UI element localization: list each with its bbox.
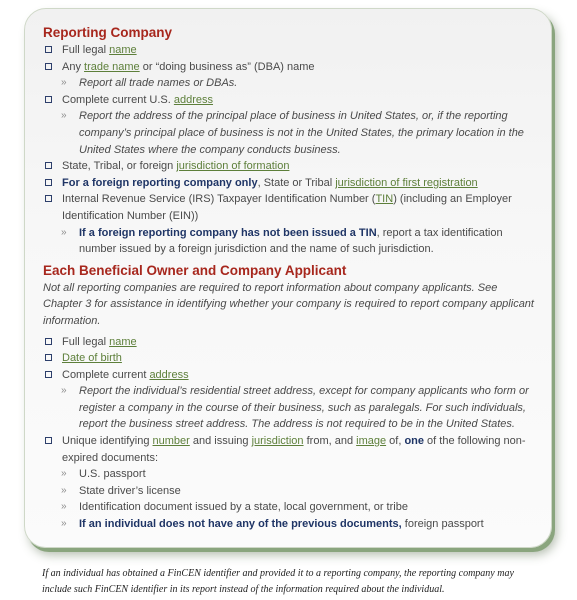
sub-item: » Report all trade names or DBAs. — [59, 75, 538, 92]
document-item: » State driver’s license — [59, 483, 538, 500]
tin-link[interactable]: TIN — [375, 193, 394, 206]
checkbox-icon[interactable] — [45, 354, 52, 361]
bullet-icon: » — [61, 468, 67, 480]
trade-name-link[interactable]: trade name — [84, 60, 140, 73]
checklist-item-trade-name: Any trade name or “doing business as” (DBA) name — [43, 59, 538, 76]
checkbox-icon[interactable] — [45, 46, 52, 53]
checklist-item-jurisdiction: State, Tribal, or foreign jurisdiction of formation — [43, 158, 538, 175]
bullet-icon: » — [61, 110, 67, 122]
checkbox-icon[interactable] — [45, 195, 52, 202]
section-title-reporting-company: Reporting Company — [43, 25, 173, 40]
checklist-item-unique-id: Unique identifying number and issuing jurisdiction from, and image of, one of the following non-expired documents: — [43, 433, 538, 466]
checkbox-icon[interactable] — [45, 371, 52, 378]
jurisdiction-link[interactable]: jurisdiction — [251, 435, 304, 448]
document-item: » U.S. passport — [59, 466, 538, 483]
number-link[interactable]: number — [152, 435, 190, 448]
bullet-icon: » — [61, 385, 67, 397]
name-link[interactable]: name — [109, 44, 137, 56]
bullet-icon: » — [61, 77, 67, 89]
checkbox-icon[interactable] — [45, 437, 52, 444]
bullet-icon: » — [61, 484, 67, 496]
section-title-beneficial-owner: Each Beneficial Owner and Company Applicant — [43, 262, 347, 278]
checklist-item-legal-name: Full legal name — [43, 334, 538, 351]
sub-item: » If a foreign reporting company has not been issued a TIN, report a tax identification number issued by a foreign jurisdiction and the name of such jurisdiction. — [61, 226, 503, 256]
checkbox-icon[interactable] — [45, 179, 52, 186]
checklist-card — [24, 8, 552, 548]
checklist-item-dob — [43, 350, 538, 367]
checklist-content — [43, 24, 538, 533]
address-link[interactable]: address — [149, 368, 189, 381]
checklist-item-foreign-registration: For a foreign reporting company only, State or Tribal jurisdiction of first registration — [43, 175, 538, 192]
sub-item: » Report the individual’s residential street address, except for company applicants who form or register a company in the course of their business, such as paralegals. For such individuals, report the business street address. The address is not required to be in the United States. — [61, 385, 529, 431]
checkbox-icon[interactable] — [45, 338, 52, 345]
bullet-icon: » — [61, 518, 67, 530]
checklist-item-legal-name: Full legal name — [43, 42, 538, 59]
bullet-icon: » — [61, 226, 67, 238]
checklist-item-address: Complete current U.S. address — [43, 92, 538, 109]
document-item: » Identification document issued by a state, local government, or tribe — [59, 499, 538, 516]
checklist-item-tin: Internal Revenue Service (IRS) Taxpayer Identification Number (TIN) (including an Employer Identification Number (EIN)) — [43, 191, 538, 224]
address-link[interactable]: address — [173, 93, 214, 106]
sub-item: » Report the address of the principal place of business in United States, or, if the reporting company’s principal place of business is not in the United States, the primary location in the United States where the company conducts business. — [61, 110, 524, 156]
document-item: » If an individual does not have any of the previous documents, foreign passport — [59, 516, 538, 533]
footnote: If an individual has obtained a FinCEN identifier and provided it to a reporting company, the reporting company may include such FinCEN identifier in its report instead of the information required about the individual. — [42, 568, 514, 595]
bullet-icon: » — [61, 501, 67, 513]
checkbox-icon[interactable] — [45, 63, 52, 70]
jurisdiction-of-first-registration-link[interactable]: jurisdiction of first registration — [335, 176, 478, 189]
checkbox-icon[interactable] — [45, 162, 52, 169]
checkbox-icon[interactable] — [45, 96, 52, 103]
image-link[interactable]: image — [356, 435, 387, 448]
date-of-birth-link[interactable]: Date of birth — [62, 352, 122, 365]
jurisdiction-of-formation-link[interactable]: jurisdiction of formation — [176, 160, 290, 173]
checklist-item-address: Complete current address — [43, 367, 538, 384]
name-link[interactable]: name — [109, 335, 137, 348]
section-intro: Not all reporting companies are required to report information about company applicants. See Chapter 3 for assistance in identifying whether your company is required to report company applicant information. — [43, 281, 534, 327]
